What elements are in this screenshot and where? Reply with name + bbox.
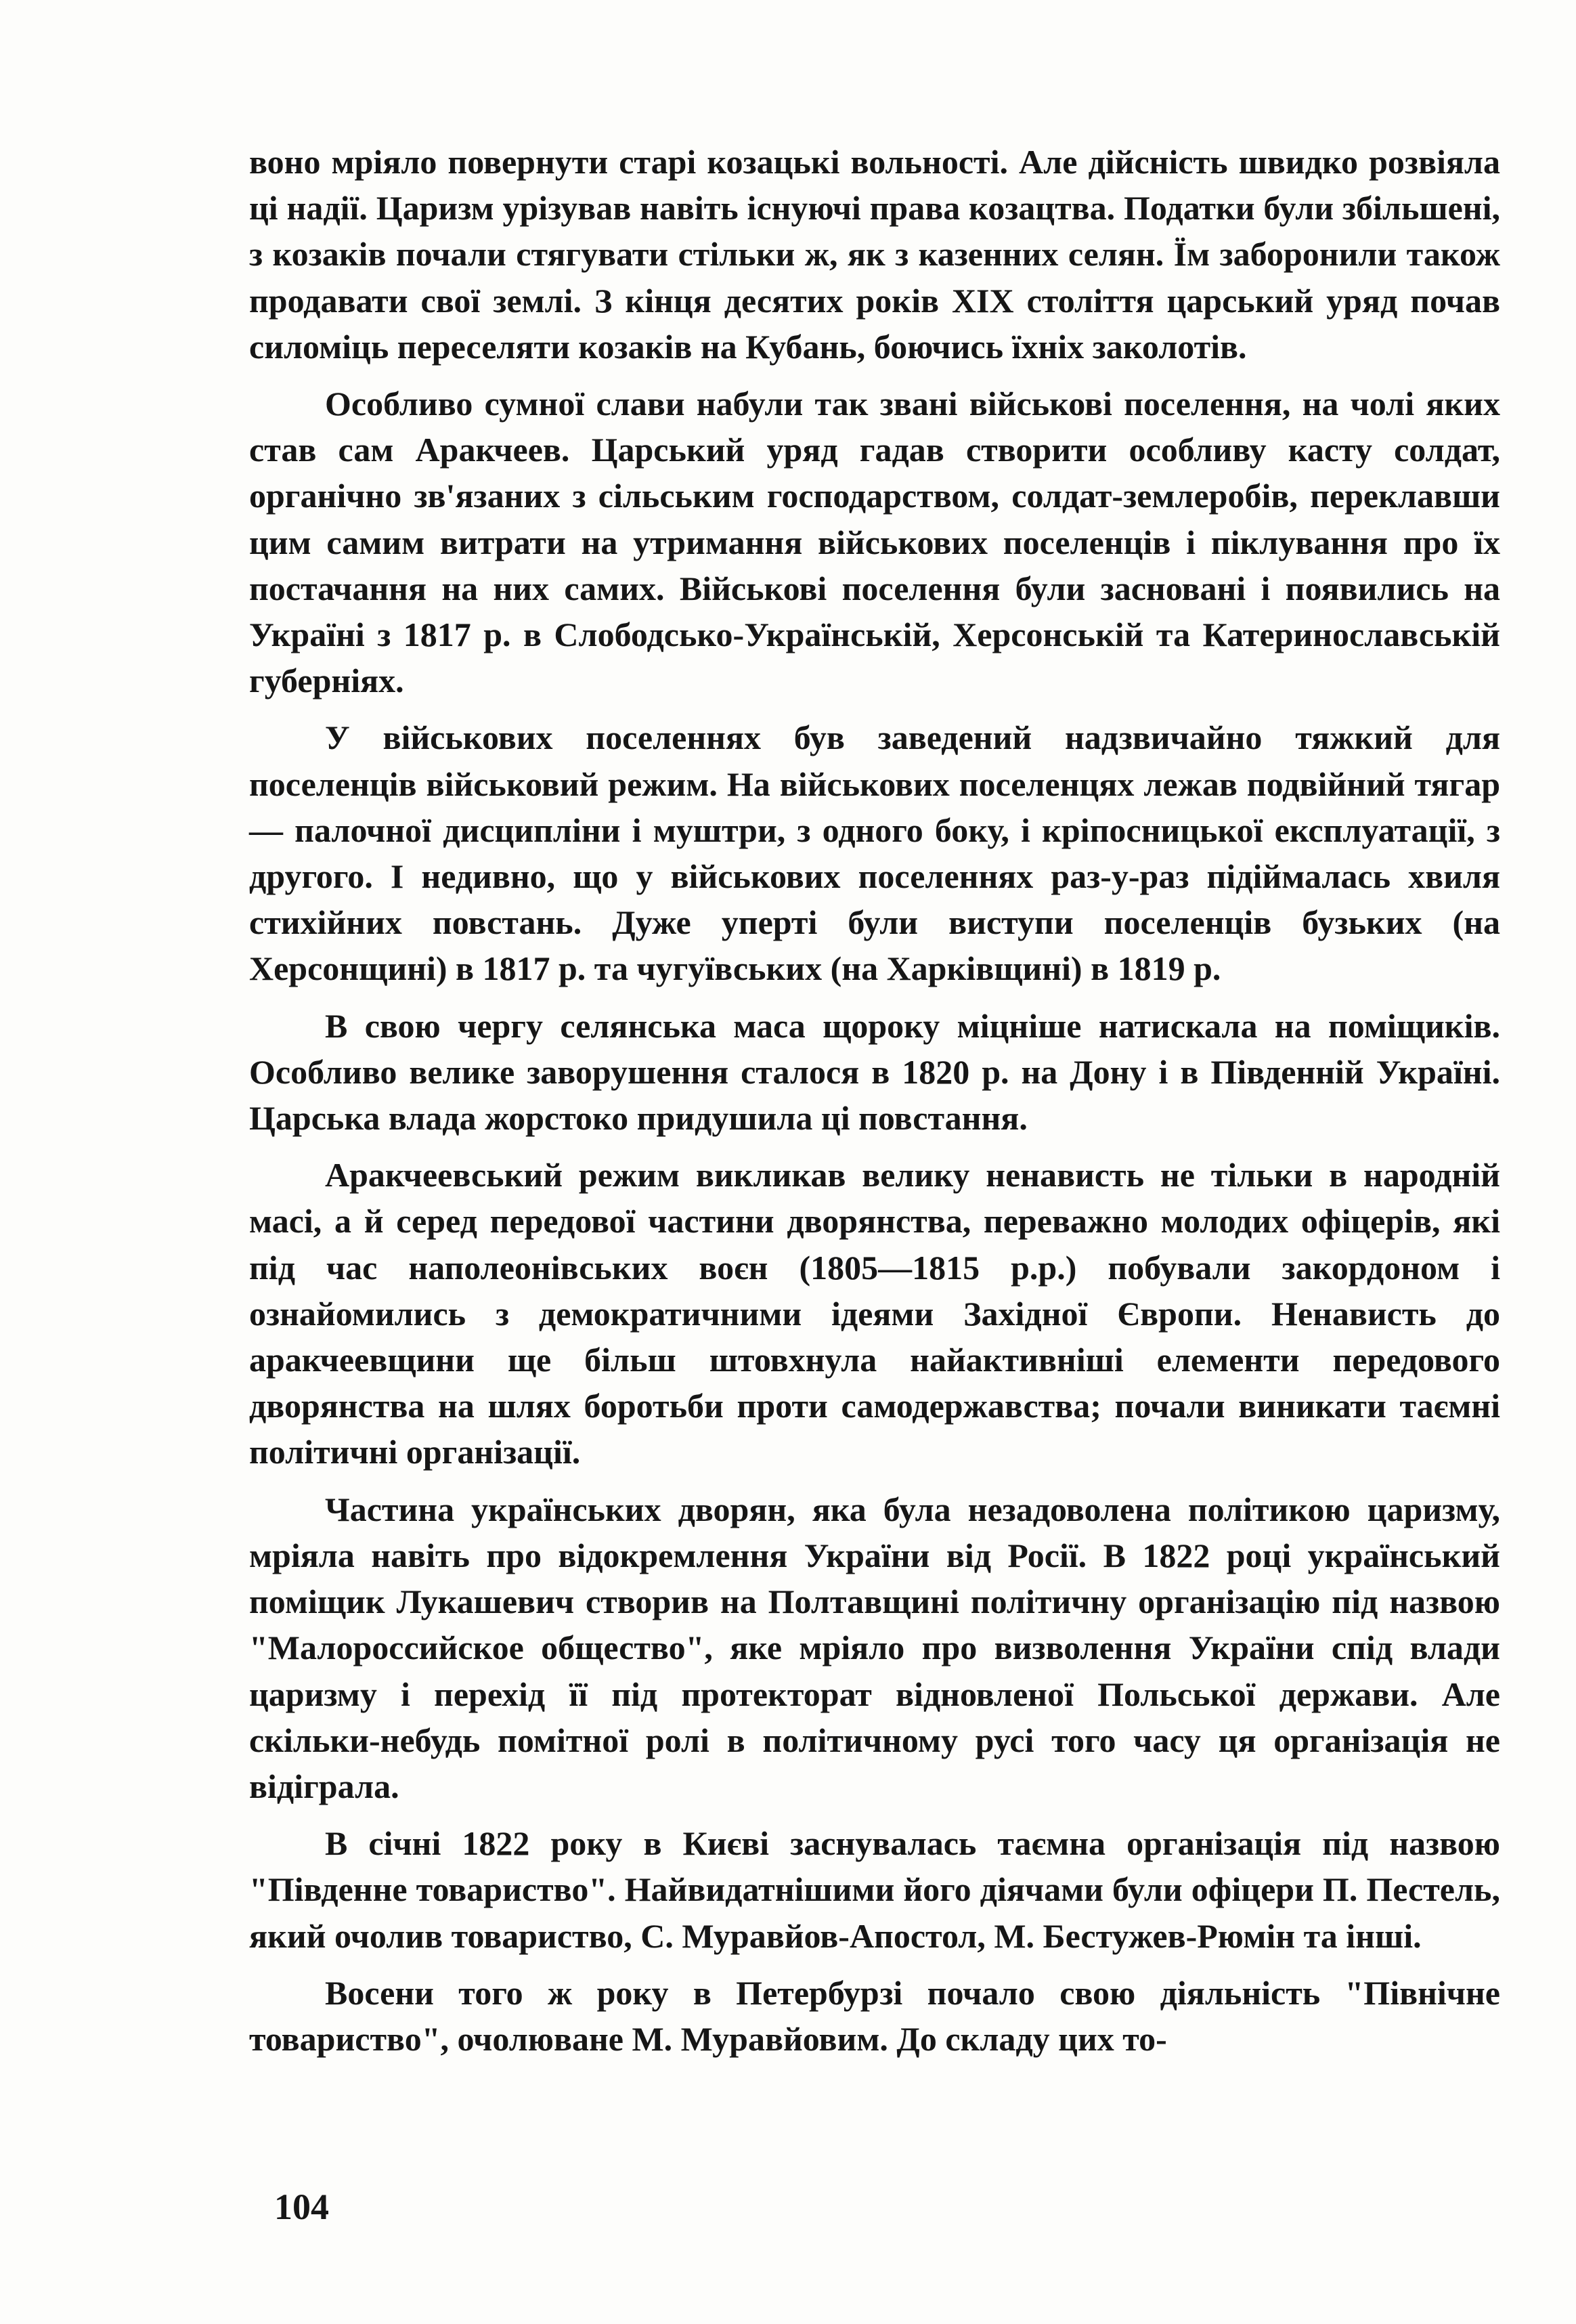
- paragraph: В січні 1822 року в Києві заснувалась таємна організація під назвою "Південне товариство". Найвидатнішими його діячами були офіцери П. Пестель, який очолив товариство, С. Муравйов-Апостол, М. Бестужев-Рюмін та інші.: [249, 1824, 1500, 1955]
- paragraph: воно мріяло повернути старі козацькі вольності. Але дійсність швидко розвіяла ці надії. Царизм урізував навіть існуючі права козацтва. Податки були збільшені, з козаків почали стягувати стільки ж, як з казенних селян. Їм заборонили також продавати свої землі. З кінця десятих років XIX століття царський уряд почав силоміць переселяти козаків на Кубань, боючись їхніх заколотів.: [249, 143, 1500, 366]
- body-text: [249, 139, 1500, 2062]
- paragraph: Восени того ж року в Петербурзі почало свою діяльність "Північне товариство", очолюване М. Муравйовим. До складу цих то-: [249, 1973, 1500, 2058]
- paragraph: В свою чергу селянська маса щороку міцніше натискала на поміщиків. Особливо велике заворушення сталося в 1820 р. на Дону і в Південній Україні. Царська влада жорстоко придушила ці повстання.: [249, 1006, 1500, 1138]
- paragraph: У військових поселеннях був заведений надзвичайно тяжкий для поселенців військовий режим. На військових поселенцях лежав подвійний тягар — палочної дисципліни і муштри, з одного боку, і кріпосницької експлуатації, з другого. І недивно, що у військових поселеннях раз-у-раз підіймалась хвиля стихійних повстань. Дуже уперті були виступи поселенців бузьких (на Херсонщині) в 1817 р. та чугуївських (на Харківщині) в 1819 р.: [249, 718, 1500, 988]
- paragraph: Частина українських дворян, яка була незадоволена політикою царизму, мріяла навіть про відокремлення України від Росії. В 1822 році український поміщик Лукашевич створив на Полтавщині політичну організацію під назвою "Малороссийское общество", яке мріяло про визволення України спід влади царизму і перехід її під протекторат відновленої Польської держави. Але скільки-небудь помітної ролі в політичному русі того часу ця організація не відіграла.: [249, 1490, 1500, 1805]
- paragraph: Аракчеевський режим викликав велику ненависть не тільки в народній масі, а й серед передової частини дворянства, переважно молодих офіцерів, які під час наполеонівських воєн (1805—1815 р.р.) побували закордоном і ознайомились з демократичними ідеями Західної Європи. Ненависть до аракчеевщини ще більш штовхнула найактивніші елементи передового дворянства на шлях боротьби проти самодержавства; почали виникати таємні політичні організації.: [249, 1156, 1500, 1471]
- page-number: 104: [274, 2187, 329, 2227]
- paragraph: Особливо сумної слави набули так звані військові поселення, на чолі яких став сам Аракчеев. Царський уряд гадав створити особливу касту солдат, органічно зв'язаних з сільським господарством, солдат-землеробів, переклавши цим самим витрати на утримання військових поселенців і піклування про їх постачання на них самих. Військові поселення були засновані і появились на Україні з 1817 р. в Слободсько-Українській, Херсонській та Катеринославській губерніях.: [249, 385, 1500, 700]
